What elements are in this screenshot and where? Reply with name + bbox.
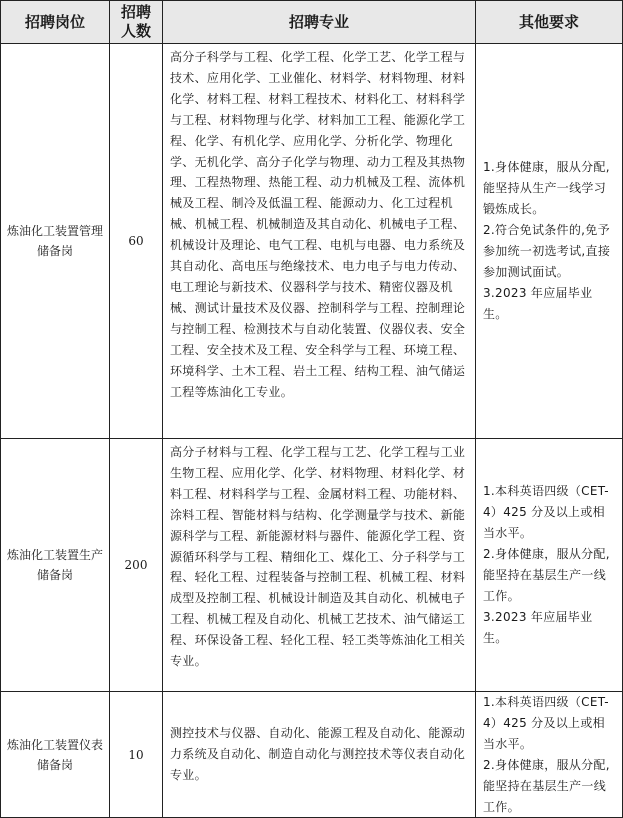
requirement-item: 1.本科英语四级（CET-4）425 分及以上或相当水平。 — [483, 484, 609, 541]
count-cell: 200 — [110, 439, 163, 692]
table-header-row — [1, 1, 623, 44]
position-cell: 炼油化工装置仪表储备岗 — [1, 692, 110, 818]
table-row — [1, 44, 623, 439]
major-cell: 高分子材料与工程、化学工程与工艺、化学工程与工业生物工程、应用化学、化学、材料物理、材料化学、材料工程、材料科学与工程、金属材料工程、功能材料、涂料工程、智能材料与结构、化学测量学与技术、新能源科学与工程、新能源材料与器件、能源化学工程、资源循环科学与工程、精细化工、煤化工、分子科学与工程、轻化工程、过程装备与控制工程、机械工程、材料成型及控制工程、机械设计制造及其自动化、机械电子工程、机械工程及自动化、机械工艺技术、油气储运工程、环保设备工程、轻化工程、轻工类等炼油化工相关专业。 — [163, 439, 476, 692]
major-cell: 高分子科学与工程、化学工程、化学工艺、化学工程与技术、应用化学、工业催化、材料学、材料物理、材料化学、材料工程、材料工程技术、材料化工、材料科学与工程、材料物理与化学、材料加工工程、能源化学工程、化学、有机化学、应用化学、分析化学、物理化学、无机化学、高分子化学与物理、动力工程及其热物理、工程热物理、热能工程、动力机械及工程、流体机械及工程、制冷及低温工程、能源动力、化工过程机械、机械工程、机械制造及其自动化、机械电子工程、机械设计及理论、电气工程、电机与电器、电力系统及其自动化、高电压与绝缘技术、电力电子与电力传动、电工理论与新技术、仪器科学与技术、精密仪器及机械、测试计量技术及仪器、控制科学与工程、控制理论与控制工程、检测技术与自动化装置、仪器仪表、安全工程、安全技术及工程、安全科学与工程、环境工程、环境科学、土木工程、岩土工程、结构工程、油气储运工程等炼油化工专业。 — [163, 44, 476, 439]
requirement-item: 3.2023 年应届毕业生。 — [483, 285, 593, 321]
requirements-cell — [476, 439, 623, 692]
requirement-item: 1.身体健康，服从分配,能坚持从生产一线学习锻炼成长。 — [483, 160, 610, 217]
requirement-item: 1.本科英语四级（CET-4）425 分及以上或相当水平。 — [483, 695, 609, 751]
position-cell: 炼油化工装置生产储备岗 — [1, 439, 110, 692]
requirements-cell — [476, 44, 623, 439]
requirement-item: 3.2023 年应届毕业生。 — [483, 609, 593, 645]
header-other: 其他要求 — [476, 1, 623, 44]
position-cell: 炼油化工装置管理储备岗 — [1, 44, 110, 439]
major-cell: 测控技术与仪器、自动化、能源工程及自动化、能源动力系统及自动化、制造自动化与测控技术等仪表自动化专业。 — [163, 692, 476, 818]
count-cell: 60 — [110, 44, 163, 439]
table-row — [1, 692, 623, 818]
count-cell: 10 — [110, 692, 163, 818]
header-major: 招聘专业 — [163, 1, 476, 44]
table-row — [1, 439, 623, 692]
header-count: 招聘人数 — [110, 1, 163, 44]
header-position: 招聘岗位 — [1, 1, 110, 44]
requirements-cell — [476, 692, 623, 818]
requirement-item: 2.身体健康，服从分配,能坚持在基层生产一线工作。 — [483, 757, 610, 814]
requirement-item: 2.身体健康，服从分配,能坚持在基层生产一线工作。 — [483, 547, 610, 603]
requirement-item: 2.符合免试条件的,免予参加统一初选考试,直接参加测试面试。 — [483, 223, 611, 279]
